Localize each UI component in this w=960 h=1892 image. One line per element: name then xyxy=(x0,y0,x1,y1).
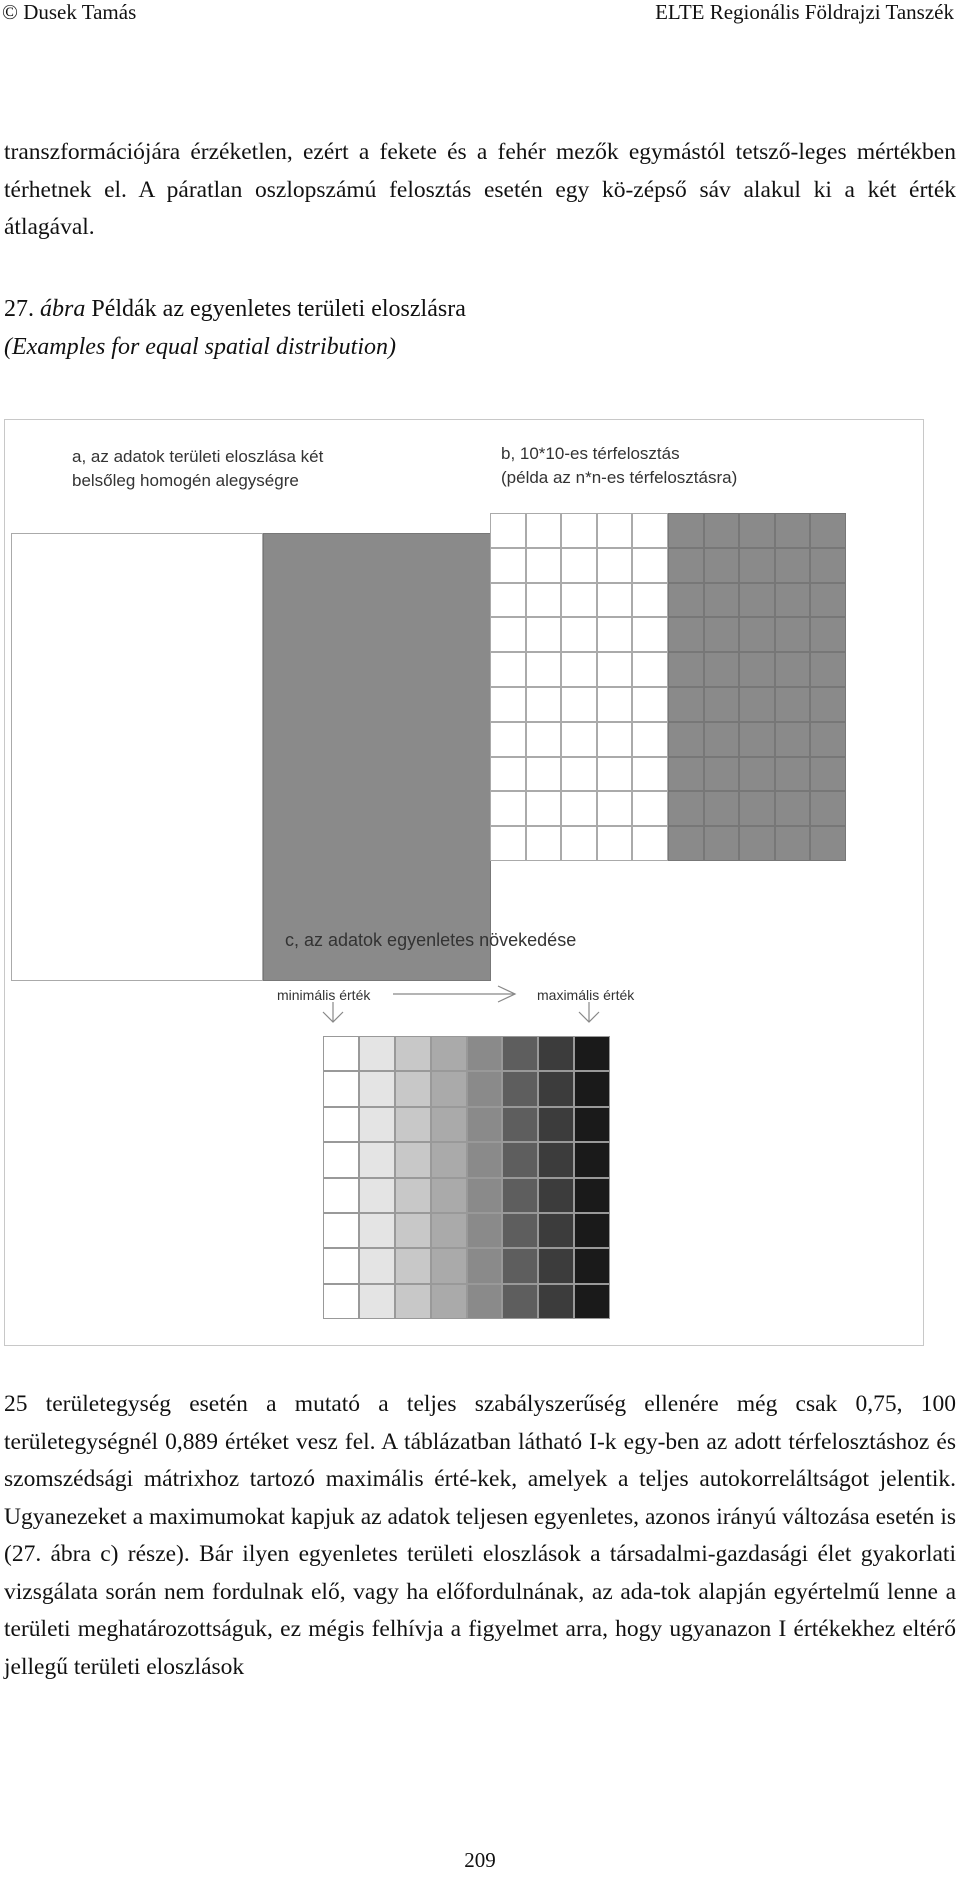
figure-caption-title xyxy=(4,290,466,328)
right-arrow-icon xyxy=(393,986,515,1002)
min-down-arrow-icon xyxy=(323,1002,343,1022)
grid-c-cell xyxy=(323,1213,359,1248)
grid-c-cell xyxy=(359,1178,395,1213)
max-value-label: maximális érték xyxy=(537,987,635,1003)
page-header xyxy=(0,0,960,30)
grid-c-cell xyxy=(431,1284,467,1319)
grid-c-cell xyxy=(538,1142,574,1177)
grid-c-cell xyxy=(574,1284,610,1319)
grid-c-cell xyxy=(467,1142,503,1177)
grid-c-cell xyxy=(431,1213,467,1248)
grid-c-cell xyxy=(467,1178,503,1213)
grid-c-cell xyxy=(574,1036,610,1071)
grid-c-cell xyxy=(538,1248,574,1283)
grid-c-cell xyxy=(323,1036,359,1071)
grid-c-cell xyxy=(359,1248,395,1283)
panel-a-label-line1: a, az adatok területi eloszlása két xyxy=(72,447,324,466)
grid-c-cell xyxy=(395,1071,431,1106)
figure-label: ábra xyxy=(40,296,86,322)
grid-c-cell xyxy=(502,1142,538,1177)
grid-c-cell xyxy=(431,1107,467,1142)
panel-a-label-line2: belsőleg homogén alegységre xyxy=(72,471,299,490)
grid-c-cell xyxy=(502,1248,538,1283)
grid-c-cell xyxy=(467,1107,503,1142)
grid-c-cell xyxy=(502,1036,538,1071)
grid-c-cell xyxy=(431,1036,467,1071)
panel-c-grid xyxy=(323,1036,610,1319)
header-institution: ELTE Regionális Földrajzi Tanszék xyxy=(655,0,954,24)
grid-c-cell xyxy=(502,1213,538,1248)
grid-c-cell xyxy=(359,1284,395,1319)
grid-c-cell xyxy=(395,1284,431,1319)
grid-c-cell xyxy=(359,1071,395,1106)
grid-c-cell xyxy=(323,1178,359,1213)
grid-c-cell xyxy=(359,1107,395,1142)
grid-c-cell xyxy=(574,1248,610,1283)
grid-c-cell xyxy=(574,1142,610,1177)
grid-c-cell xyxy=(467,1036,503,1071)
grid-c-cell xyxy=(359,1036,395,1071)
grid-c-cell xyxy=(467,1248,503,1283)
grid-c-cell xyxy=(467,1071,503,1106)
panel-c-label: c, az adatok egyenletes növekedése xyxy=(285,930,577,950)
grid-c-cell xyxy=(538,1284,574,1319)
grid-c-cell xyxy=(502,1284,538,1319)
grid-c-cell xyxy=(395,1248,431,1283)
grid-c-cell xyxy=(538,1213,574,1248)
grid-c-cell xyxy=(574,1213,610,1248)
grid-c-cell xyxy=(538,1178,574,1213)
max-down-arrow-icon xyxy=(579,1002,599,1022)
min-value-label: minimális érték xyxy=(277,987,371,1003)
grid-c-cell xyxy=(395,1036,431,1071)
grid-c-cell xyxy=(359,1142,395,1177)
grid-c-cell xyxy=(538,1036,574,1071)
grid-c-cell xyxy=(395,1142,431,1177)
grid-c-cell xyxy=(323,1071,359,1106)
grid-c-cell xyxy=(538,1071,574,1106)
grid-c-cell xyxy=(395,1107,431,1142)
page-number: 209 xyxy=(464,1848,496,1872)
grid-c-cell xyxy=(395,1178,431,1213)
grid-c-cell xyxy=(502,1178,538,1213)
panel-b-label-line1: b, 10*10-es térfelosztás xyxy=(501,444,680,463)
paragraph-top: transzformációjára érzéketlen, ezért a fekete és a fehér mezők egymástól tetsző-leges mértékben térhetnek el. A páratlan oszlopszámú felosztás esetén egy kö-zépső sáv alakul ki a két érték átlagával. xyxy=(4,139,956,240)
paragraph-bottom: 25 területegység esetén a mutató a teljes szabályszerűség ellenére még csak 0,75, 100 területegységnél 0,889 értéket vesz fel. A táblázatban látható I-k egy-ben az adott térfelosztáshoz és szomszédsági mátrixhoz tartozó maximális érté-kek, amelyek a teljes autokorreláltságot jelentik. Ugyanezeket a maximumokat kapjuk az adatok teljesen egyenletes, azonos irányú változása esetén is (27. ábra c) része). Bár ilyen egyenletes területi eloszlások a társadalmi-gazdasági élet gyakorlati vizsgálata során nem fordulnak elő, vagy ha előfordulnának, az ada-tok alapján egyértelmű lenne a területi meghatározottságuk, ez mégis felhívja a figyelmet arra, hogy ugyanazon I értékekhez eltérő jellegű területi eloszlások xyxy=(4,1391,956,1680)
grid-c-cell xyxy=(395,1213,431,1248)
grid-c-cell xyxy=(502,1107,538,1142)
grid-c-cell xyxy=(574,1178,610,1213)
grid-c-cell xyxy=(502,1071,538,1106)
figure-title: Példák az egyenletes területi eloszlásra xyxy=(85,296,466,322)
grid-c-cell xyxy=(574,1071,610,1106)
grid-c-cell xyxy=(323,1284,359,1319)
grid-c-cell xyxy=(431,1071,467,1106)
grid-c-cell xyxy=(323,1107,359,1142)
grid-c-cell xyxy=(431,1178,467,1213)
panel-b-label-line2: (példa az n*n-es térfelosztásra) xyxy=(501,468,738,487)
grid-c-cell xyxy=(538,1107,574,1142)
grid-c-cell xyxy=(323,1248,359,1283)
header-author: © Dusek Tamás xyxy=(2,0,137,24)
grid-c-cell xyxy=(431,1142,467,1177)
figure-number: 27. xyxy=(4,296,40,322)
figure-caption-english: (Examples for equal spatial distribution) xyxy=(4,334,396,360)
grid-c-cell xyxy=(574,1107,610,1142)
grid-c-cell xyxy=(431,1248,467,1283)
figure-27 xyxy=(4,419,924,1346)
grid-c-cell xyxy=(467,1284,503,1319)
figure-caption xyxy=(4,290,466,366)
grid-c-cell xyxy=(359,1213,395,1248)
grid-c-cell xyxy=(323,1142,359,1177)
grid-c-cell xyxy=(467,1213,503,1248)
